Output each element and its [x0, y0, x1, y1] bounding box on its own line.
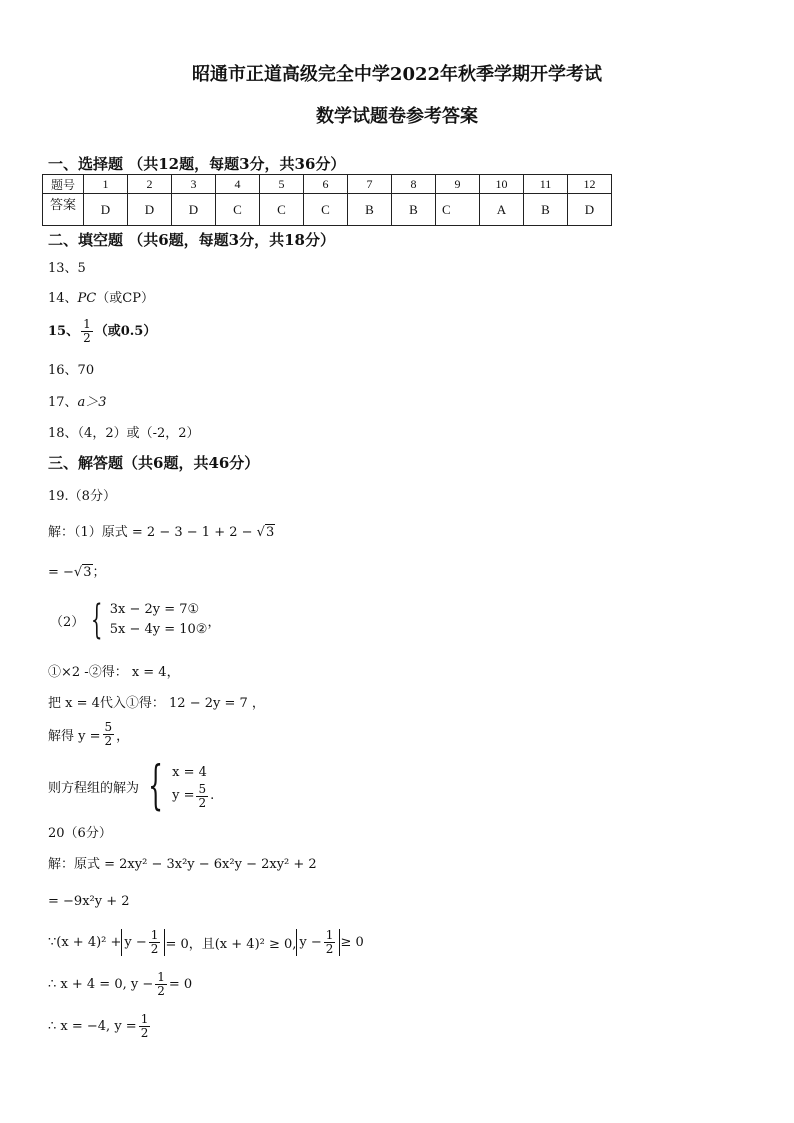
denominator: 2 [140, 1026, 149, 1040]
answer-table [42, 174, 612, 226]
solution-y-prefix: y = [172, 788, 195, 803]
question-number: 3 [172, 175, 216, 194]
question-number-row [43, 175, 612, 194]
fraction [155, 971, 167, 998]
answer-15 [48, 318, 156, 345]
answer-cell: D [84, 194, 128, 226]
equation-1: 3x − 2y = 7① [109, 602, 200, 617]
answer-row [43, 194, 612, 226]
answer-17 [48, 391, 107, 410]
q20-line3-b: = 0，且(x + 4)² ≥ 0, [165, 937, 297, 952]
solution-y [172, 783, 214, 810]
answer-18: 18、（4，2）或（-2，2） [48, 426, 200, 441]
answer-14-prefix: 14、 [48, 291, 78, 306]
q19-step2: 把 x = 4代入①得： 12 − 2y = 7 ， [48, 696, 265, 711]
row-label-question: 题号 [43, 175, 84, 194]
answer-cell: D [128, 194, 172, 226]
numerator: 1 [140, 1012, 149, 1026]
q19-part1 [48, 521, 275, 540]
denominator: 2 [157, 984, 165, 998]
page-title: 昭通市正道高级完全中学2022年秋季学期开学考试 [191, 64, 603, 85]
answer-cell: B [524, 194, 568, 226]
q20-heading: 20（6分） [48, 826, 112, 841]
denominator: 2 [325, 942, 334, 956]
numerator: 1 [150, 928, 159, 942]
equation-2: 5x − 4y = 10② [109, 622, 208, 637]
q20-line3 [48, 929, 364, 956]
question-number: 5 [260, 175, 304, 194]
numerator: 5 [198, 781, 207, 796]
answer-15-prefix: 15、 [48, 324, 80, 339]
q20-line3-a: ∵(x + 4)² + [48, 935, 122, 950]
sqrt-sign: √ [256, 525, 265, 540]
denominator: 2 [104, 734, 113, 748]
row-label-answer: 答案 [43, 194, 84, 226]
numerator: 5 [104, 720, 113, 734]
question-number: 12 [568, 175, 612, 194]
answer-cell: C [216, 194, 260, 226]
answer-cell: C [436, 194, 480, 226]
q20-line4-b: = 0 [168, 977, 193, 992]
q19-result-suffix: ； [92, 565, 106, 580]
q19-step3-prefix: 解得 y = [48, 729, 101, 744]
answer-cell: B [348, 194, 392, 226]
question-number: 7 [348, 175, 392, 194]
answer-14-math: PC [77, 291, 97, 306]
solution-suffix: . [210, 788, 215, 803]
sqrt-radicand: 3 [265, 525, 275, 540]
q19-part1-text: 解：（1）原式 = 2 − 3 − 1 + 2 − [48, 525, 257, 540]
solution-x: x = 4 [172, 764, 207, 780]
sqrt-radicand: 3 [83, 565, 92, 580]
denominator: 2 [150, 942, 159, 956]
question-number: 6 [304, 175, 348, 194]
solution-system [172, 763, 214, 810]
absolute-value [121, 929, 165, 956]
numerator: 1 [157, 970, 165, 984]
fraction [149, 929, 161, 956]
question-number: 9 [436, 175, 480, 194]
answer-16: 16、70 [48, 363, 95, 378]
q20-line5 [48, 1013, 152, 1040]
equation-system [110, 600, 208, 640]
answer-17-prefix: 17、 [48, 395, 78, 410]
equation-suffix: ， [207, 614, 221, 630]
denominator: 2 [198, 795, 207, 810]
absolute-value [296, 929, 340, 956]
q20-line3-c: ≥ 0 [340, 935, 364, 950]
answer-cell: A [480, 194, 524, 226]
q19-solution [48, 756, 215, 816]
fraction [103, 721, 115, 748]
q19-step3-suffix: ， [116, 729, 130, 744]
fraction [81, 318, 93, 345]
q20-line5-a: ∴ x = −4, y = [48, 1019, 137, 1034]
answer-cell: C [260, 194, 304, 226]
left-brace: { [148, 756, 164, 816]
question-number: 4 [216, 175, 260, 194]
q19-heading: 19.（8分） [48, 489, 116, 504]
q20-line4 [48, 971, 192, 998]
q19-step1: ①×2 -②得： x = 4， [48, 665, 180, 680]
answer-cell: B [392, 194, 436, 226]
answer-cell: D [172, 194, 216, 226]
q20-line2: = −9x²y + 2 [48, 894, 130, 909]
question-number: 8 [392, 175, 436, 194]
numerator: 1 [83, 317, 91, 331]
page-subtitle: 数学试题卷参考答案 [316, 106, 478, 127]
q19-part1-result [48, 561, 106, 580]
q19-step3 [48, 721, 129, 748]
section-1-title: 一、选择题 （共12题，每题3分，共36分） [48, 155, 346, 173]
fraction [324, 929, 336, 956]
fraction [196, 783, 208, 810]
q20-line4-a: ∴ x + 4 = 0, y − [48, 977, 154, 992]
q19-part2-system [50, 597, 221, 643]
question-number: 11 [524, 175, 568, 194]
question-number: 1 [84, 175, 128, 194]
denominator: 2 [83, 331, 91, 345]
answer-14-suffix: （或CP） [96, 291, 154, 306]
answer-13: 13、5 [48, 261, 86, 276]
answer-17-math: a＞3 [77, 395, 107, 410]
left-brace: { [91, 597, 103, 643]
q19-solution-prefix: 则方程组的解为 [48, 780, 140, 796]
question-number: 10 [480, 175, 524, 194]
section-3-title: 三、解答题（共6题，共46分） [48, 454, 260, 472]
answer-15-suffix: （或0.5） [94, 324, 157, 339]
q19-result-prefix: = − [48, 565, 74, 580]
question-number: 2 [128, 175, 172, 194]
answer-14 [48, 287, 154, 306]
abs-content: y − [124, 935, 147, 950]
sqrt-sign: √ [73, 565, 83, 580]
numerator: 1 [325, 928, 334, 942]
q19-part2-label: （2） [50, 614, 85, 630]
abs-content: y − [299, 935, 322, 950]
answer-cell: D [568, 194, 612, 226]
section-2-title: 二、填空题 （共6题，每题3分，共18分） [48, 231, 335, 249]
q20-line1: 解：原式 = 2xy² − 3x²y − 6x²y − 2xy² + 2 [48, 857, 317, 872]
answer-cell: C [304, 194, 348, 226]
fraction [139, 1013, 151, 1040]
